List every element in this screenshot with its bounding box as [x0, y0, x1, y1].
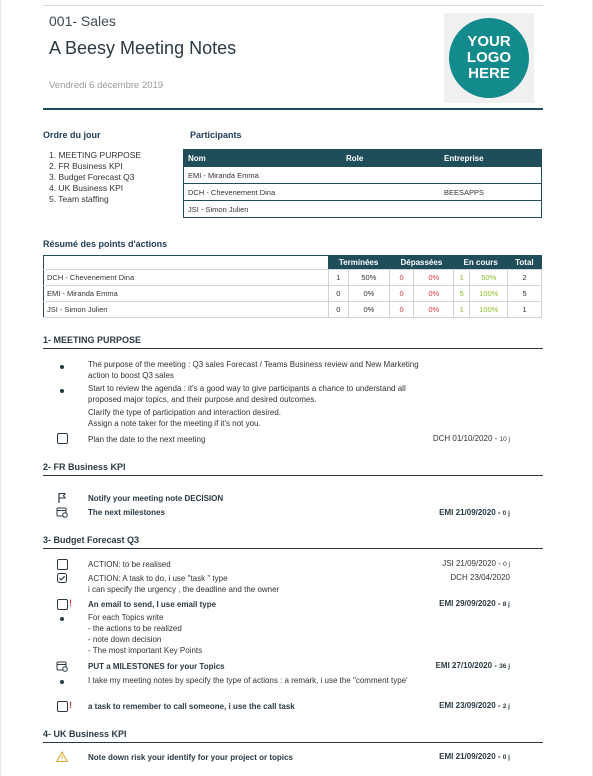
- task-owner-date: [439, 752, 510, 761]
- participants-label: Participants: [190, 130, 242, 140]
- logo-line: HERE: [468, 65, 510, 82]
- milestone-item: The next milestones: [88, 508, 165, 517]
- note-item: For each Topics write: [88, 613, 164, 622]
- email-task-checkbox[interactable]: [57, 599, 68, 610]
- task-meta: EMI 23/09/2020 -: [439, 701, 503, 710]
- section-title: 1- MEETING PURPOSE: [43, 335, 142, 345]
- summary-open-pct: 100%: [470, 302, 508, 318]
- participant-role: [342, 201, 440, 218]
- bullet-icon: [60, 389, 64, 393]
- agenda-item: 4. UK Business KPI: [49, 183, 124, 193]
- column-header: En cours: [454, 256, 508, 270]
- summary-done: 0: [328, 286, 349, 302]
- task-meta: EMI 29/09/2020 -: [439, 599, 503, 608]
- summary-done-pct: 50%: [349, 270, 390, 286]
- section-title: 4- UK Business KPI: [43, 729, 127, 739]
- summary-label: Résumé des points d'actions: [43, 239, 168, 249]
- column-header: Total: [508, 256, 542, 270]
- summary-open: 1: [454, 302, 470, 318]
- task-days: 2 j: [502, 703, 510, 710]
- agenda-list: [49, 150, 141, 205]
- agenda-item: 1. MEETING PURPOSE: [49, 150, 142, 160]
- summary-late-pct: 0%: [414, 302, 454, 318]
- participant-company: [440, 167, 542, 184]
- summary-open-pct: 100%: [470, 286, 508, 302]
- task-owner-date: [442, 559, 510, 568]
- summary-late-pct: 0%: [414, 286, 454, 302]
- checked-checkbox-icon[interactable]: [56, 572, 68, 584]
- meeting-date: Vendredi 6 décembre 2019: [49, 80, 164, 91]
- summary-done-pct: 0%: [349, 302, 390, 318]
- risk-item: Note down risk your identify for your project or topics: [88, 753, 293, 762]
- task-meta: EMI 27/10/2020 -: [435, 661, 500, 670]
- logo-line: LOGO: [466, 49, 512, 66]
- decision-item: Notify your meeting note DECISION: [88, 494, 224, 503]
- agenda-item: 3. Budget Forecast Q3: [49, 172, 135, 182]
- task-meta: EMI 21/09/2020 -: [439, 752, 503, 761]
- task-meta: EMI 21/09/2020 -: [439, 508, 503, 517]
- meeting-code: 001- Sales: [49, 13, 116, 29]
- participant-name: JSI - Simon Julien: [184, 201, 343, 218]
- logo-line: YOUR: [467, 33, 511, 50]
- bullet-icon: [60, 680, 64, 684]
- task-days: 0 j: [503, 561, 510, 568]
- summary-done-pct: 0%: [349, 286, 390, 302]
- participants-table: [183, 149, 542, 218]
- task-days: 0 j: [502, 510, 510, 517]
- section-title: 2- FR Business KPI: [43, 462, 126, 472]
- page-edge-left: [0, 0, 1, 776]
- task-item: ACTION: A task to do, i use "task " type: [88, 574, 228, 583]
- action-summary-table: [43, 255, 542, 318]
- task-owner-date: [433, 434, 510, 443]
- summary-late: 0: [389, 286, 414, 302]
- summary-late-pct: 0%: [414, 270, 454, 286]
- task-checkbox[interactable]: [57, 433, 68, 444]
- task-meta: DCH 01/10/2020 -: [432, 434, 500, 443]
- bullet-icon: [60, 365, 64, 369]
- milestone-item: PUT a MILESTONES for your Topics: [88, 662, 225, 671]
- task-owner-date: [439, 508, 510, 517]
- summary-late: 0: [389, 302, 414, 318]
- section-divider: [43, 548, 543, 549]
- table-row: [184, 184, 542, 201]
- task-owner-date: [439, 599, 510, 608]
- call-task-item: a task to remember to call someone, i use the call task: [88, 702, 295, 711]
- task-item: Plan the date to the next meeting: [88, 435, 206, 444]
- summary-open-pct: 50%: [470, 270, 508, 286]
- section-divider: [43, 742, 543, 743]
- summary-open: 1: [454, 270, 470, 286]
- email-task-item: An email to send, I use email type: [88, 600, 217, 609]
- table-row: [44, 270, 542, 286]
- summary-total: 5: [508, 286, 542, 302]
- table-header-row: [44, 256, 542, 270]
- table-header-row: [184, 150, 542, 167]
- table-row: [184, 201, 542, 218]
- urgent-icon: !: [69, 700, 72, 710]
- participant-role: [342, 167, 440, 184]
- section-divider: [43, 475, 543, 476]
- logo-badge: [449, 18, 529, 98]
- summary-name: DCH - Chevenement Dina: [44, 270, 329, 286]
- header-divider: [43, 108, 543, 110]
- column-header: Role: [342, 150, 440, 167]
- task-days: 10 j: [499, 436, 510, 443]
- note-item: - the actions to be realized: [88, 624, 182, 633]
- participant-company: [440, 201, 542, 218]
- top-divider: [43, 5, 543, 6]
- column-header: Entreprise: [440, 150, 542, 167]
- section-divider: [43, 348, 543, 349]
- column-header: Terminées: [328, 256, 389, 270]
- agenda-item: 2. FR Business KPI: [49, 161, 123, 171]
- participant-name: EMI - Miranda Emma: [184, 167, 343, 184]
- task-checkbox[interactable]: [57, 559, 68, 570]
- call-task-checkbox[interactable]: [57, 701, 68, 712]
- bullet-icon: [60, 617, 64, 621]
- milestone-calendar-icon: [56, 506, 68, 518]
- table-row: [184, 167, 542, 184]
- column-header: Dépassées: [389, 256, 453, 270]
- flag-icon: [56, 492, 68, 504]
- note-item: Assign a note taker for the meeting if it's not you.: [88, 419, 261, 428]
- task-days: 36 j: [499, 663, 510, 670]
- task-owner-date: [436, 661, 510, 670]
- column-header: Nom: [184, 150, 343, 167]
- participant-company: BEESAPPS: [440, 184, 542, 201]
- note-item: I take my meeting notes by specify the type of actions : a remark, i use the "comment type': [88, 676, 408, 685]
- summary-late: 0: [389, 270, 414, 286]
- task-days: 8 j: [502, 601, 510, 608]
- participant-name: DCH - Chevenement Dina: [184, 184, 343, 201]
- milestone-calendar-icon: [56, 660, 68, 672]
- section-title: 3- Budget Forecast Q3: [43, 535, 140, 545]
- participant-role: [342, 184, 440, 201]
- note-item: - note down decision: [88, 635, 162, 644]
- note-item: Clarify the type of participation and interaction desired.: [88, 408, 281, 417]
- agenda-label: Ordre du jour: [43, 130, 101, 140]
- task-item-detail: i can specify the urgency , the deadline and the owner: [88, 585, 280, 594]
- summary-open: 5: [454, 286, 470, 302]
- agenda-item: 5. Team staffing: [49, 194, 109, 204]
- note-item: Start to review the agenda : it's a good way to give participants a chance to understand all proposed major topics, and their purpose and desired outcomes.: [88, 384, 406, 404]
- table-row: [44, 302, 542, 318]
- task-owner-date: [439, 701, 510, 710]
- note-item: - The most important Key Points: [88, 646, 203, 655]
- column-header-blank: [44, 256, 329, 270]
- urgent-icon: !: [69, 598, 72, 608]
- note-item: The purpose of the meeting : Q3 sales Forecast / Teams Business review and New Marketing action to boost Q3 sales: [88, 360, 419, 380]
- summary-total: 1: [508, 302, 542, 318]
- summary-done: 1: [328, 270, 349, 286]
- summary-name: EMI - Miranda Emma: [44, 286, 329, 302]
- task-owner-date: DCH 23/04/2020: [450, 573, 510, 582]
- task-meta: JSI 21/09/2020 -: [442, 559, 504, 568]
- table-row: [44, 286, 542, 302]
- summary-name: JSI - Simon Julien: [44, 302, 329, 318]
- summary-done: 0: [328, 302, 349, 318]
- warning-icon: [56, 751, 68, 763]
- summary-total: 2: [508, 270, 542, 286]
- task-item: ACTION: to be realised: [88, 560, 171, 569]
- task-days: 0 j: [502, 754, 510, 761]
- page-title: A Beesy Meeting Notes: [49, 38, 237, 58]
- logo-placeholder: [444, 13, 534, 103]
